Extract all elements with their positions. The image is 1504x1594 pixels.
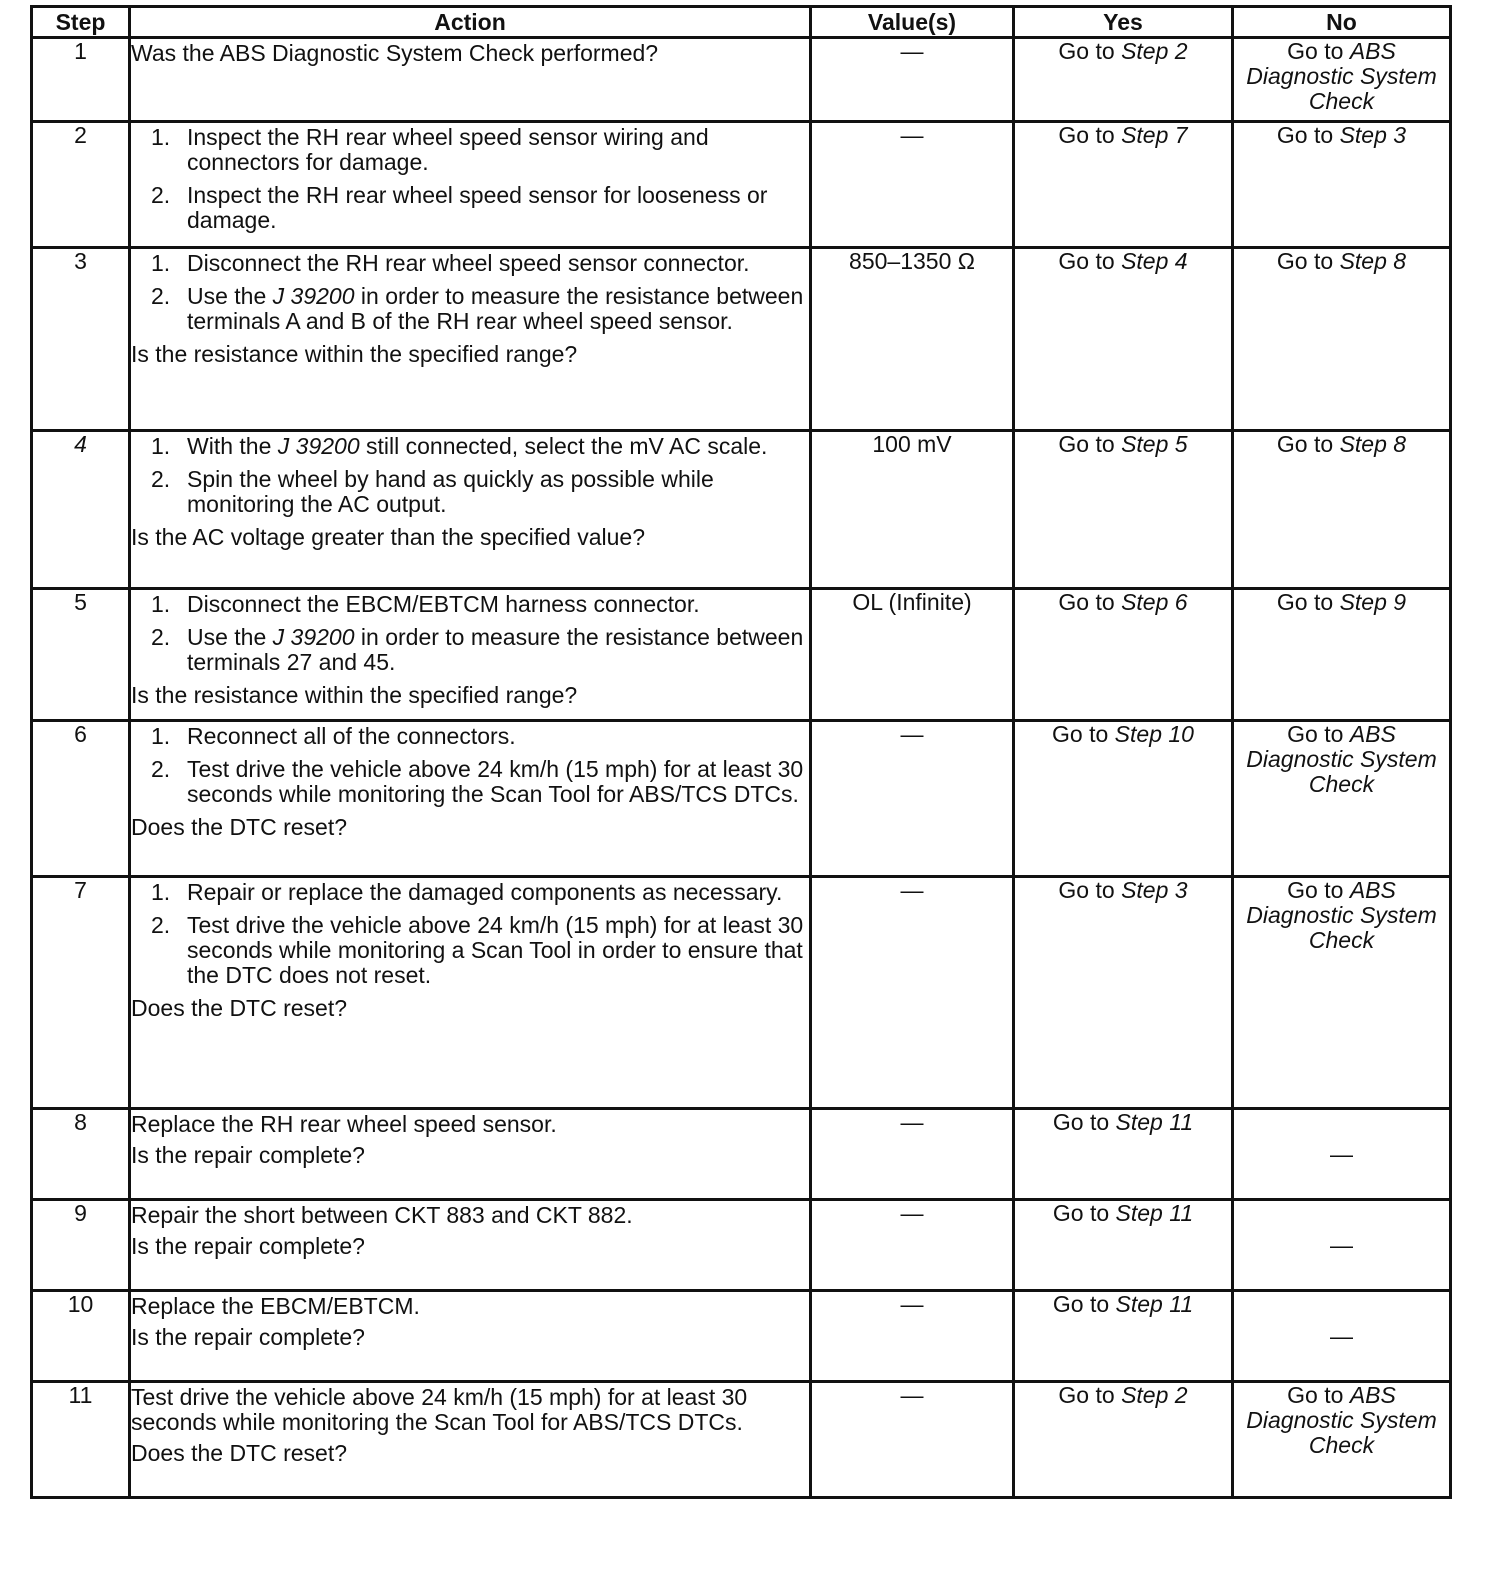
tool-ref: J 39200: [272, 283, 355, 309]
action-cell: [130, 431, 811, 589]
no-cell: [1233, 1382, 1451, 1498]
tool-ref: J 39200: [272, 624, 355, 650]
table-row: [32, 1200, 1451, 1291]
action-list-item: [131, 724, 809, 749]
action-list: [131, 592, 809, 675]
list-number: 1.: [151, 591, 171, 617]
list-item-text: Reconnect all of the connectors.: [187, 723, 516, 749]
action-text: Repair the short between CKT 883 and CKT 882.: [131, 1202, 633, 1228]
action-question: Is the repair complete?: [131, 1324, 365, 1350]
yes-prefix: Go to: [1058, 431, 1122, 457]
no-cell: [1233, 589, 1451, 721]
value-cell: —: [811, 1200, 1014, 1291]
value-cell: —: [811, 1109, 1014, 1200]
action-cell: [130, 38, 811, 122]
action-list-item: [131, 880, 809, 905]
yes-prefix: Go to: [1052, 1109, 1116, 1135]
no-prefix: Go to: [1287, 721, 1350, 747]
action-question: Does the DTC reset?: [131, 995, 348, 1021]
table-row: [32, 1382, 1451, 1498]
header-no: No: [1233, 7, 1451, 38]
yes-link[interactable]: Step 2: [1121, 38, 1188, 64]
yes-link[interactable]: Step 7: [1121, 122, 1188, 148]
action-list-item: [131, 251, 809, 276]
list-item-text: Inspect the RH rear wheel speed sensor wiring and connectors for damage.: [187, 124, 709, 175]
yes-prefix: Go to: [1052, 1200, 1116, 1226]
yes-link[interactable]: Step 10: [1114, 721, 1194, 747]
no-link[interactable]: Step 8: [1339, 248, 1407, 274]
yes-cell: [1014, 1200, 1233, 1291]
list-item-text: Spin the wheel by hand as quickly as possible while monitoring the AC output.: [187, 466, 714, 517]
list-item-text: Use the: [187, 283, 273, 309]
step-number: 9: [32, 1200, 130, 1291]
step-number: 3: [32, 248, 130, 431]
step-number: 11: [32, 1382, 130, 1498]
no-prefix: Go to: [1276, 431, 1340, 457]
action-list: [131, 434, 809, 517]
no-cell: [1233, 721, 1451, 877]
yes-cell: [1014, 122, 1233, 248]
list-number: 2.: [151, 283, 171, 309]
no-prefix: Go to: [1287, 1382, 1350, 1408]
table-row: [32, 248, 1451, 431]
step-number: 7: [32, 877, 130, 1109]
no-cell: [1233, 431, 1451, 589]
list-number: 2.: [151, 182, 171, 208]
yes-link[interactable]: Step 2: [1121, 1382, 1188, 1408]
yes-cell: [1014, 1382, 1233, 1498]
table-row: [32, 38, 1451, 122]
header-value: Value(s): [811, 7, 1014, 38]
header-step: Step: [32, 7, 130, 38]
action-list-item: [131, 467, 809, 517]
header-row: [32, 7, 1451, 38]
list-number: 1.: [151, 433, 171, 459]
no-link[interactable]: Step 8: [1339, 431, 1407, 457]
table-row: [32, 721, 1451, 877]
step-number: 8: [32, 1109, 130, 1200]
list-number: 1.: [151, 879, 171, 905]
no-prefix: Go to: [1276, 248, 1340, 274]
step-number: 2: [32, 122, 130, 248]
list-item-text: in order to measure the resistance between terminals 27 and 45.: [187, 624, 804, 675]
header-yes: Yes: [1014, 7, 1233, 38]
yes-cell: [1014, 1291, 1233, 1382]
action-question: Is the repair complete?: [131, 1142, 365, 1168]
action-cell: [130, 1382, 811, 1498]
action-list: [131, 724, 809, 807]
list-item-text: still connected, select the mV AC scale.: [359, 433, 768, 459]
yes-prefix: Go to: [1058, 877, 1122, 903]
list-item-text: Disconnect the RH rear wheel speed sensor connector.: [187, 250, 750, 276]
action-list-item: [131, 913, 809, 988]
action-list: [131, 880, 809, 988]
step-number: 1: [32, 38, 130, 122]
yes-cell: [1014, 721, 1233, 877]
no-link[interactable]: Step 9: [1339, 589, 1407, 615]
yes-prefix: Go to: [1058, 1382, 1122, 1408]
action-question: Is the AC voltage greater than the specified value?: [131, 524, 645, 550]
table-row: [32, 431, 1451, 589]
list-item-text: Test drive the vehicle above 24 km/h (15 mph) for at least 30 seconds while monitoring the Scan Tool for ABS/TCS DTCs.: [187, 756, 804, 807]
table-row: [32, 122, 1451, 248]
action-text: Replace the RH rear wheel speed sensor.: [131, 1111, 557, 1137]
no-cell: —: [1233, 1200, 1451, 1291]
no-cell: [1233, 122, 1451, 248]
action-text: Test drive the vehicle above 24 km/h (15 mph) for at least 30 seconds while monitoring the Scan Tool for ABS/TCS DTCs.: [131, 1384, 748, 1435]
action-list-item: [131, 183, 809, 233]
list-item-text: Test drive the vehicle above 24 km/h (15 mph) for at least 30 seconds while monitoring a Scan Tool in order to ensure that the DTC does not reset.: [187, 912, 804, 988]
no-prefix: Go to: [1287, 877, 1350, 903]
list-number: 2.: [151, 912, 171, 938]
list-item-text: in order to measure the resistance between terminals A and B of the RH rear wheel speed sensor.: [187, 283, 804, 334]
list-item-text: With the: [187, 433, 278, 459]
value-cell: —: [811, 877, 1014, 1109]
list-item-text: Inspect the RH rear wheel speed sensor for looseness or damage.: [187, 182, 768, 233]
value-cell: —: [811, 721, 1014, 877]
no-cell: —: [1233, 1109, 1451, 1200]
table-row: [32, 877, 1451, 1109]
list-item-text: Use the: [187, 624, 273, 650]
value-cell: 100 mV: [811, 431, 1014, 589]
action-list-item: [131, 625, 809, 675]
value-cell: —: [811, 122, 1014, 248]
list-number: 1.: [151, 723, 171, 749]
table-row: [32, 1109, 1451, 1200]
yes-link[interactable]: Step 11: [1115, 1200, 1194, 1226]
header-action: Action: [130, 7, 811, 38]
yes-link[interactable]: Step 6: [1121, 589, 1188, 615]
action-list-item: [131, 592, 809, 617]
table-row: [32, 1291, 1451, 1382]
list-number: 2.: [151, 466, 171, 492]
value-cell: —: [811, 38, 1014, 122]
step-number: 4: [32, 431, 130, 589]
yes-cell: [1014, 431, 1233, 589]
yes-cell: [1014, 1109, 1233, 1200]
action-list: [131, 251, 809, 334]
list-number: 2.: [151, 624, 171, 650]
action-question: Is the resistance within the specified range?: [131, 682, 578, 708]
list-number: 1.: [151, 250, 171, 276]
no-link[interactable]: Step 3: [1339, 122, 1407, 148]
yes-link[interactable]: Step 3: [1121, 877, 1188, 903]
no-link[interactable]: ABS Diagnostic System Check: [1246, 721, 1437, 797]
value-cell: 850–1350 Ω: [811, 248, 1014, 431]
diagnostic-table: [30, 5, 1452, 1499]
yes-cell: [1014, 248, 1233, 431]
yes-prefix: Go to: [1058, 38, 1122, 64]
action-list-item: [131, 125, 809, 175]
action-cell: [130, 122, 811, 248]
no-prefix: Go to: [1287, 38, 1350, 64]
yes-prefix: Go to: [1058, 122, 1122, 148]
yes-prefix: Go to: [1058, 589, 1122, 615]
action-text: Was the ABS Diagnostic System Check performed?: [131, 40, 659, 66]
no-link[interactable]: ABS Diagnostic System Check: [1246, 38, 1437, 114]
yes-link[interactable]: Step 4: [1121, 248, 1188, 274]
no-prefix: Go to: [1276, 589, 1340, 615]
no-link[interactable]: ABS Diagnostic System Check: [1246, 877, 1437, 953]
yes-prefix: Go to: [1052, 721, 1115, 747]
action-list-item: [131, 434, 809, 459]
yes-prefix: Go to: [1058, 248, 1122, 274]
yes-link[interactable]: Step 11: [1115, 1109, 1194, 1135]
action-cell: [130, 877, 811, 1109]
value-cell: OL (Infinite): [811, 589, 1014, 721]
no-cell: [1233, 248, 1451, 431]
action-cell: [130, 589, 811, 721]
list-number: 1.: [151, 124, 171, 150]
action-cell: [130, 1109, 811, 1200]
action-text: Replace the EBCM/EBTCM.: [131, 1293, 420, 1319]
action-question: Does the DTC reset?: [131, 1440, 348, 1466]
yes-prefix: Go to: [1052, 1291, 1116, 1317]
no-prefix: Go to: [1276, 122, 1340, 148]
yes-cell: [1014, 38, 1233, 122]
yes-cell: [1014, 877, 1233, 1109]
no-cell: [1233, 877, 1451, 1109]
list-item-text: Disconnect the EBCM/EBTCM harness connector.: [187, 591, 700, 617]
step-number: 10: [32, 1291, 130, 1382]
list-item-text: Repair or replace the damaged components as necessary.: [187, 879, 783, 905]
yes-cell: [1014, 589, 1233, 721]
value-cell: —: [811, 1382, 1014, 1498]
action-question: Is the resistance within the specified range?: [131, 341, 578, 367]
action-cell: [130, 721, 811, 877]
table-row: [32, 589, 1451, 721]
action-cell: [130, 1291, 811, 1382]
yes-link[interactable]: Step 11: [1115, 1291, 1194, 1317]
no-cell: [1233, 38, 1451, 122]
action-question: Does the DTC reset?: [131, 814, 348, 840]
action-cell: [130, 1200, 811, 1291]
step-number: 6: [32, 721, 130, 877]
no-link[interactable]: ABS Diagnostic System Check: [1246, 1382, 1437, 1458]
value-cell: —: [811, 1291, 1014, 1382]
action-list-item: [131, 284, 809, 334]
list-number: 2.: [151, 756, 171, 782]
action-list: [131, 125, 809, 233]
tool-ref: J 39200: [277, 433, 360, 459]
no-cell: —: [1233, 1291, 1451, 1382]
step-number: 5: [32, 589, 130, 721]
action-question: Is the repair complete?: [131, 1233, 365, 1259]
yes-link[interactable]: Step 5: [1121, 431, 1188, 457]
action-cell: [130, 248, 811, 431]
action-list-item: [131, 757, 809, 807]
